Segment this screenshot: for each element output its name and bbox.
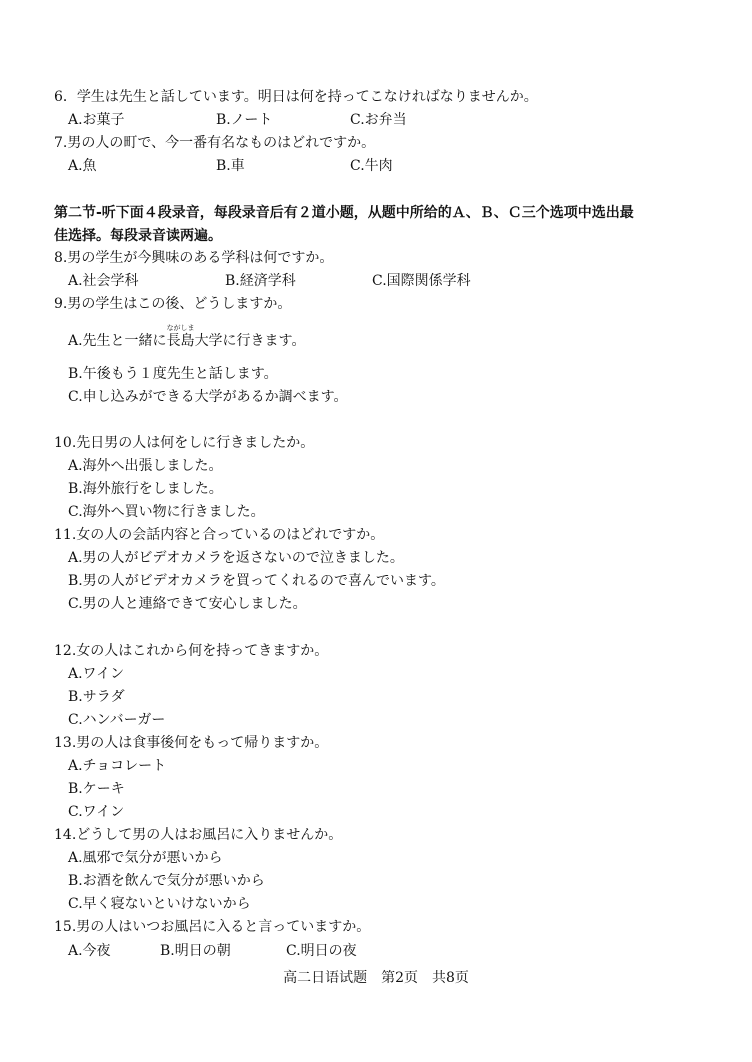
option-15a: A.今夜 <box>68 943 111 959</box>
option-6c: C.お弁当 <box>350 112 407 128</box>
option-12b: B.サラダ <box>68 689 125 705</box>
option-10c: C.海外へ買い物に行きました。 <box>68 504 265 520</box>
ruby-word <box>166 324 195 350</box>
question-9: 9.男の学生はこの後、どうしますか。 <box>54 296 292 312</box>
option-9a-suffix: 大学に行きます。 <box>194 333 306 349</box>
option-11a: A.男の人がビデオカメラを返さないので泣きました。 <box>68 550 404 566</box>
question-14: 14.どうして男の人はお風呂に入りませんか。 <box>54 827 343 843</box>
option-7b: B.車 <box>216 158 245 174</box>
question-6: 6．学生は先生と話しています。明日は何を持ってこなければなりませんか。 <box>54 89 538 105</box>
question-11: 11.女の人の会話内容と合っているのはどれですか。 <box>54 527 385 543</box>
option-12c: C.ハンバーガー <box>68 712 166 728</box>
option-7a: A.魚 <box>68 158 97 174</box>
section-2-heading-line-1: 第二节-听下面４段录音，每段录音后有２道小题，从题中所给的Ａ、Ｂ、Ｃ三个选项中选出最 <box>54 205 634 221</box>
option-13c: C.ワイン <box>68 804 125 820</box>
option-9c: C.申し込みができる大学があるか調べます。 <box>68 389 348 405</box>
option-15c: C.明日の夜 <box>286 943 357 959</box>
option-11b: B.男の人がビデオカメラを買ってくれるので喜んでいます。 <box>68 573 445 589</box>
option-10b: B.海外旅行をしました。 <box>68 481 223 497</box>
option-6a: A.お菓子 <box>68 112 125 128</box>
question-15: 15.男の人はいつお風呂に入ると言っていますか。 <box>54 919 371 935</box>
option-14b: B.お酒を飲んで気分が悪いから <box>68 873 265 889</box>
option-9a-prefix: A.先生と一緒に <box>68 333 167 349</box>
question-12: 12.女の人はこれから何を持ってきますか。 <box>54 643 329 659</box>
option-13b: B.ケーキ <box>68 781 125 797</box>
option-9a <box>68 324 306 350</box>
option-8b: B.経済学科 <box>225 273 296 289</box>
option-7c: C.牛肉 <box>350 158 393 174</box>
option-14a: A.風邪で気分が悪いから <box>68 850 223 866</box>
option-15b: B.明日の朝 <box>160 943 231 959</box>
ruby-base: 長島 <box>166 333 195 349</box>
option-14c: C.早く寝ないといけないから <box>68 896 251 912</box>
question-7: 7.男の人の町で、今一番有名なものはどれですか。 <box>54 135 376 151</box>
furigana: ながしま <box>166 324 195 332</box>
option-8a: A.社会学科 <box>68 273 139 289</box>
option-9b: B.午後もう１度先生と話します。 <box>68 366 278 382</box>
question-13: 13.男の人は食事後何をもって帰りますか。 <box>54 735 329 751</box>
section-2-heading-line-2: 佳选择。每段录音读两遍。 <box>54 228 222 244</box>
question-8: 8.男の学生が今興味のある学科は何ですか。 <box>54 250 334 266</box>
option-13a: A.チョコレート <box>68 758 167 774</box>
option-12a: A.ワイン <box>68 666 125 682</box>
option-8c: C.国際関係学科 <box>372 273 471 289</box>
page-footer: 高二日语试题 第2页 共8页 <box>283 970 469 986</box>
option-10a: A.海外へ出張しました。 <box>68 458 223 474</box>
option-6b: B.ノート <box>216 112 273 128</box>
option-11c: C.男の人と連絡できて安心しました。 <box>68 596 307 612</box>
question-10: 10.先日男の人は何をしに行きましたか。 <box>54 435 315 451</box>
